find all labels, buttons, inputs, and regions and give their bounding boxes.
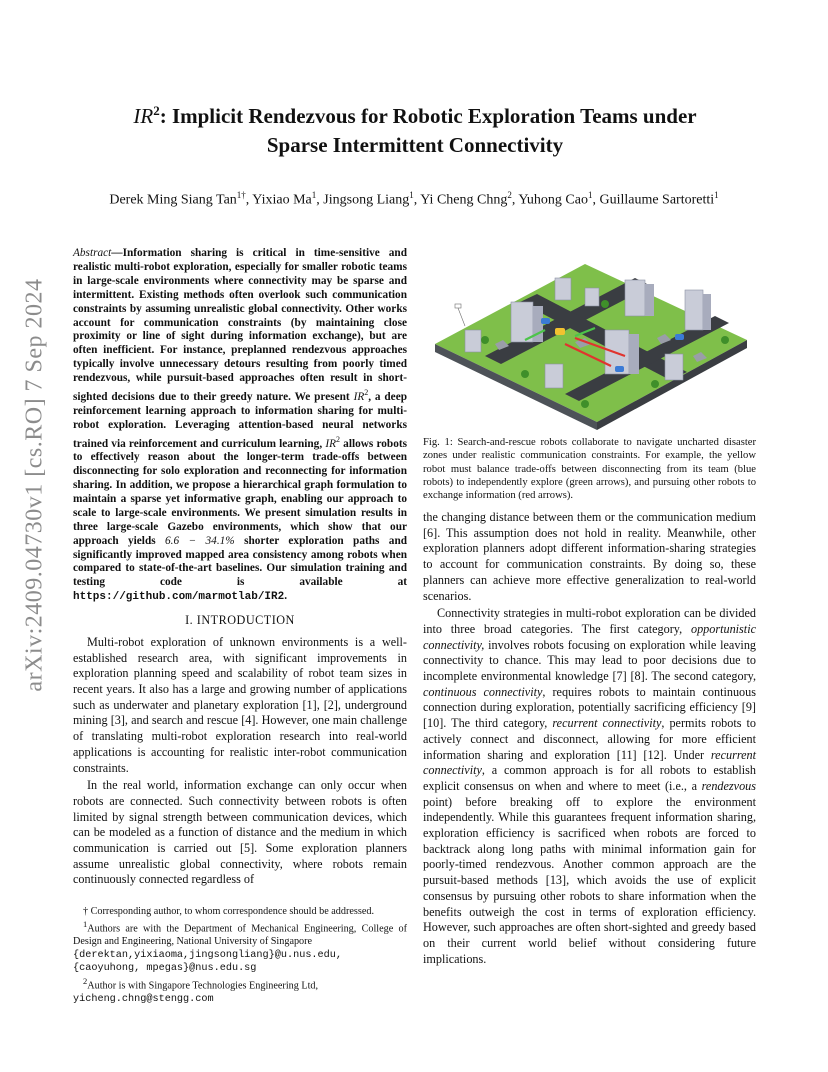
disaster-city-illustration — [425, 244, 755, 432]
footnotes — [73, 906, 407, 1007]
abstract: Abstract—Information sharing is critical in time-sensitive and realistic multi-robot exploration, especially for smaller robotic teams in large-scale environments where connectivity may be sparse and intermittent. Existing methods often overlook such communication constraints by assuming unrealistic global connectivity. Other works account for communication constraints (by maintaining close proximity or line of sight during information exchange), but are often inefficient. For instance, preplanned rendezvous approaches typically involve unnecessary detours resulting from poorly timed rendezvous, while pursuit-based approaches often result in short-sighted decisions due to their greedy nature. We present $IR^2$, a deep reinforcement learning approach to information sharing for multi-robot exploration. Leveraging attention-based neural networks trained via reinforcement and curriculum learning, $IR^2$ allows robots to effectively reason about the longer-term trade-offs between disconnecting for solo exploration and reconnecting for information sharing. In addition, we propose a hierarchical graph formulation to maintain a sparse yet informative graph, enabling our approach to scale to large-scale environments. We present simulation results in three large-scale Gazebo environments, which show that our approach yields 6.6 − 34.1% shorter exploration paths and significantly improved mapped area consistency among robots when compared to state-of-the-art baselines. Our simulation training and testing code is available at https://github.com/marmotlab/IR2. — [73, 247, 408, 604]
title-line2: Sparse Intermittent Connectivity — [266, 133, 564, 157]
title-ir: IR — [133, 104, 154, 128]
intro-paragraph-2: In the real world, information exchange can only occur when robots are connected. Such connectivity between robots is often limited by signal strength between communication devices, which can be modeled as a function of distance and the medium in which communication is carried out [5]. Some exploration planners assume unrealistic global connectivity, where robots remain continuously connected regardless of — [73, 778, 407, 887]
inset-marker — [455, 304, 461, 308]
footnote-corresponding: † Corresponding author, to whom correspondence should be addressed. — [83, 906, 374, 917]
section-heading: I. INTRODUCTION — [185, 613, 295, 628]
footnote-email-2: yicheng.chng@stengg.com — [73, 994, 214, 1006]
author: Yuhong Cao — [518, 192, 588, 208]
arxiv-sidebar — [18, 278, 52, 692]
code-link[interactable]: https://github.com/marmotlab/IR2 — [73, 591, 285, 604]
figure-1-illustration — [425, 244, 755, 432]
intro-paragraph-3: Connectivity strategies in multi-robot exploration can be divided into three broad categories. The first category, opportunistic connectivity, involves robots focusing on exploration while leaving connectivity to chance. This may lead to poor decisions due to incomplete environmental knowledge [7] [8]. The second category, continuous connectivity, requires robots to maintain continuous connection during exploration, potentially sacrificing efficiency [9] [10]. The third category, recurrent connectivity, permits robots to actively connect and disconnect, allowing for more efficient information sharing and exploration [11] [12]. Under recurrent connectivity, a common approach is for all robots to establish explicit consensus on when and where to meet (i.e., a rendezvous point) before breaking off to explore the environment independently. While this guarantees frequent information sharing, exploration efficiency is sacrificed when robots are forced to backtrack along long paths with minimal information gain for poorly-timed rendezvous. Another common approach are the pursuit-based methods [13], which avoids the use of explicit consensus by pursuing other robots to share information when the benefits outweigh the cost in terms of exploration efficiency. However, such approaches are often short-sighted and greedy based on their current world belief without considering future implications. — [423, 606, 757, 966]
figure-1-caption: Fig. 1: Search-and-rescue robots collaborate to navigate uncharted disaster zones under realistic communication constraints. For example, the yellow robot must balance trade-offs between disconnecting from its team (blue robots) to independently explore (green arrows), and pursuing other robots to exchange information (red arrows). — [423, 437, 756, 502]
author: Jingsong Liang — [323, 192, 410, 208]
author: Derek Ming Siang Tan — [109, 192, 237, 208]
author-list: Derek Ming Siang Tan$^{1\dagger}$, Yixiao Ma$^1$, Jingsong Liang$^1$, Yi Cheng Chng$^2$, Yuhong Cao$^1$, Guillaume Sartoretti$^1$ — [109, 190, 719, 208]
footnote-emails: {derektan,yixiaoma,jingsongliang}@u.nus.edu, {caoyuhong, mpegas}@nus.edu.sg — [73, 949, 342, 975]
author: Yixiao Ma — [252, 192, 312, 208]
author: Yi Cheng Chng — [420, 192, 508, 208]
footnote-affiliation-1: $^1$Authors are with the Department of Mechanical Engineering, College of Design and Engineering, National University of Singapore {derektan,yixiaoma,jingsongliang}@u.nus.edu, {caoyuhong, mpegas}@nus.edu.sg — [73, 919, 407, 975]
intro-paragraph-2-continued: the changing distance between them or the communication medium [6]. This assumption does not hold in reality. Meanwhile, other exploration planners adopt different information-sharing strategies to account for communication constraints. By doing so, these planners can achieve more effective generalization to real-world scenarios. — [423, 510, 756, 603]
robot-blue — [675, 334, 684, 340]
title-line1: : Implicit Rendezvous for Robotic Exploration Teams under — [159, 104, 697, 128]
author: Guillaume Sartoretti — [599, 192, 715, 208]
left-column — [73, 247, 407, 890]
arxiv-id: arXiv:2409.04730v1 [cs.RO] 7 Sep 2024 — [21, 278, 48, 692]
footnote-affiliation-2: $^2$Author is with Singapore Technologies Engineering Ltd, yicheng.chng@stengg.com — [73, 976, 319, 1006]
title-ir-sup: 2 — [153, 103, 160, 118]
intro-paragraph-1: Multi-robot exploration of unknown environments is a well-established research area, with significant improvements in exploration planning speed and scalability of robot team sizes in recent years. It also has a large and growing number of applications such as underwater and planetary exploration [1], [2], underground mining [3], and search and rescue [4]. However, one main challenge of translating multi-robot exploration research into real-world applications is accounting for realistic inter-robot communication constraints. — [73, 634, 407, 775]
robot-yellow — [555, 328, 565, 335]
paper-title — [90, 96, 740, 160]
abstract-label: Abstract — [73, 247, 112, 259]
robot-blue — [615, 366, 624, 372]
right-column — [423, 510, 756, 969]
robot-blue — [541, 318, 550, 324]
